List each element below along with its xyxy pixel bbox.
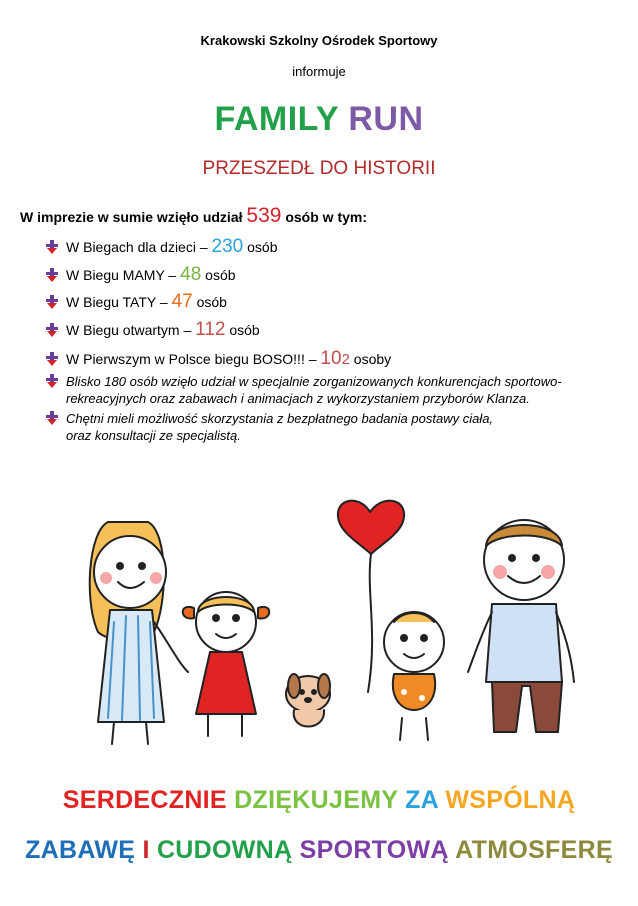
event-title [0, 100, 638, 139]
note-line: Chętni mieli możliwość skorzystania z bezpłatnego badania postawy ciała, [66, 411, 494, 426]
summary-line [20, 204, 367, 228]
plus-arrow-bullet-icon [44, 374, 60, 388]
note-item [44, 373, 562, 407]
thanks-word: CUDOWNĄ [156, 836, 293, 864]
item-label: W Pierwszym w Polsce biegu BOSO!!! – [66, 351, 317, 367]
informs-text: informuje [292, 64, 346, 79]
summary-suffix: osób w tym: [285, 209, 367, 225]
note-item [44, 410, 493, 444]
summary-total: 539 [246, 204, 282, 227]
list-item [44, 291, 227, 313]
item-unit: osób [205, 267, 236, 283]
item-unit: osoby [353, 351, 392, 367]
thanks-word: DZIĘKUJEMY [234, 786, 398, 814]
item-value: 48 [180, 264, 202, 285]
plus-arrow-bullet-icon [44, 240, 60, 254]
list-item [44, 319, 260, 341]
note-line: oraz konsultacji ze specjalistą. [66, 428, 241, 443]
item-label: W Biegu MAMY – [66, 267, 177, 283]
item-label: W Biegu TATY – [66, 294, 168, 310]
plus-arrow-bullet-icon [44, 295, 60, 309]
plus-arrow-bullet-icon [44, 268, 60, 282]
item-label: W Biegach dla dzieci – [66, 239, 208, 255]
thanks-word: ZA [405, 786, 439, 814]
organization-name: Krakowski Szkolny Ośrodek Sportowy [200, 33, 438, 48]
thanks-word: SERDECZNIE [62, 786, 227, 814]
item-value: 230 [211, 236, 244, 257]
item-unit: osób [247, 239, 278, 255]
note-line: Blisko 180 osób wzięło udział w specjalnie zorganizowanych konkurencjach sportowo- [66, 374, 562, 389]
item-value [320, 348, 349, 369]
summary-prefix: W imprezie w sumie wzięło udział [20, 209, 243, 225]
thanks-word: I [142, 836, 150, 864]
item-unit: osób [229, 322, 260, 338]
plus-arrow-bullet-icon [44, 352, 60, 366]
thanks-word: ATMOSFERĘ [455, 836, 613, 864]
item-unit: osób [196, 294, 227, 310]
item-value-part2: 2 [341, 351, 350, 368]
event-subtitle: PRZESZEDŁ DO HISTORII [202, 158, 436, 179]
family-illustration [68, 482, 588, 762]
thanks-word: ZABAWĘ [25, 836, 136, 864]
plus-arrow-bullet-icon [44, 323, 60, 337]
list-item [44, 264, 236, 286]
item-value-part1: 10 [320, 348, 342, 369]
item-label: W Biegu otwartym – [66, 322, 192, 338]
title-word-run: RUN [348, 100, 424, 138]
title-word-family: FAMILY [214, 100, 339, 138]
thanks-line-1 [0, 786, 638, 815]
list-item [44, 348, 391, 370]
list-item [44, 236, 277, 258]
thanks-word: SPORTOWĄ [299, 836, 449, 864]
note-line: rekreacyjnych oraz zabawach i animacjach z wykorzystaniem przyborów Klanza. [66, 391, 530, 406]
item-value: 47 [171, 291, 193, 312]
plus-arrow-bullet-icon [44, 411, 60, 425]
thanks-line-2 [0, 836, 638, 865]
item-value: 112 [195, 319, 226, 340]
thanks-word: WSPÓLNĄ [445, 786, 576, 814]
